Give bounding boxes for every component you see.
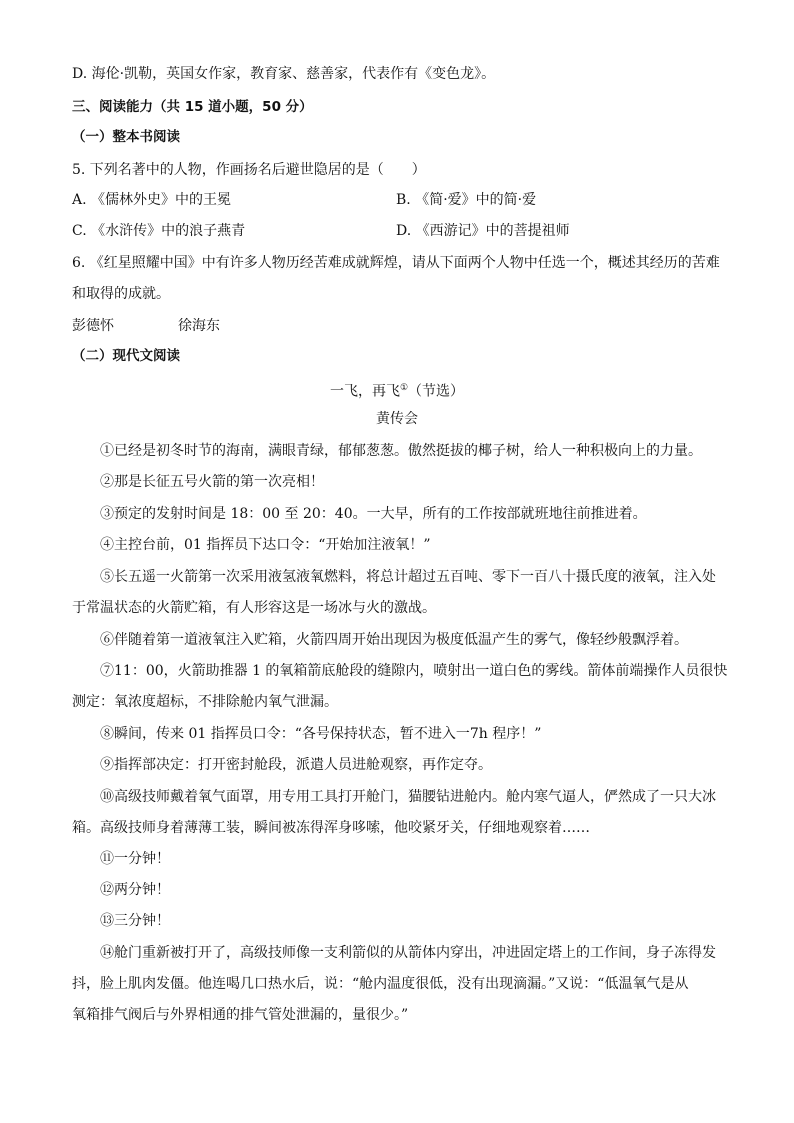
option-d-previous: D. 海伦·凯勒，英国女作家，教育家、慈善家，代表作有《变色龙》。 [72,66,496,82]
paragraph-4: ④主控台前，01 指挥员下达口令：“开始加注液氧！” [100,537,431,553]
question-5-stem: 5. 下列名著中的人物，作画扬名后避世隐居的是（ ） [72,162,426,178]
paragraph-6: ⑥伴随着第一道液氧注入贮箱，火箭四周开始出现因为极度低温产生的雾气，像轻纱般飘浮着。 [100,632,688,648]
section-title: 三、阅读能力（共 15 道小题，50 分） [72,99,313,115]
question-5-option-d: D. 《西游记》中的菩提祖师 [396,223,570,239]
article-author: 黄传会 [376,411,418,427]
paragraph-3: ③预定的发射时间是 18：00 至 20：40。一大早，所有的工作按部就班地往前推进着。 [100,506,647,522]
paragraph-10-line-2: 箱。高级技师身着薄薄工装，瞬间被冻得浑身哆嗦，他咬紧牙关，仔细地观察着…… [72,820,590,836]
paragraph-5-line-2: 于常温状态的火箭贮箱，有人形容这是一场冰与火的激战。 [72,600,436,616]
article-title-text: 一飞，再飞 [329,383,400,400]
paragraph-1: ①已经是初冬时节的海南，满眼青绿，郁郁葱葱。傲然挺拔的椰子树，给人一种积极向上的力量。 [100,443,702,459]
part1-title: （一）整本书阅读 [72,129,180,145]
question-6-person-2: 徐海东 [178,318,220,334]
article-title-suffix: （节选） [408,383,465,400]
paragraph-13: ⑬三分钟！ [100,913,170,929]
question-6-line-1: 6. 《红星照耀中国》中有许多人物历经苦难成就辉煌，请从下面两个人物中任选一个，概述其经历的苦难 [72,255,720,271]
paragraph-7-line-2: 测定：氧浓度超标，不排除舱内氧气泄漏。 [72,694,338,710]
article-title [0,378,794,402]
question-6-person-1: 彭德怀 [72,318,114,334]
paragraph-14-line-1: ⑭舱门重新被打开了，高级技师像一支利箭似的从箭体内穿出，冲进固定塔上的工作间，身子冻得发 [100,945,716,961]
paragraph-2: ②那是长征五号火箭的第一次亮相！ [100,474,324,490]
question-5-option-c: C. 《水浒传》中的浪子燕青 [72,223,246,239]
paragraph-10-line-1: ⑩高级技师戴着氧气面罩，用专用工具打开舱门，猫腰钻进舱内。舱内寒气逼人，俨然成了一只大冰 [100,789,716,805]
question-5-option-a: A. 《儒林外史》中的王冕 [72,192,232,208]
paragraph-9: ⑨指挥部决定：打开密封舱段，派遣人员进舱观察，再作定夺。 [100,757,492,773]
question-5-option-b: B. 《简·爱》中的简·爱 [396,192,537,208]
paragraph-14-line-2: 抖，脸上肌肉发僵。他连喝几口热水后，说：“舱内温度很低，没有出现滴漏。”又说：“低温氧气是从 [72,976,689,992]
paragraph-5-line-1: ⑤长五遥一火箭第一次采用液氢液氧燃料，将总计超过五百吨、零下一百八十摄氏度的液氧，注入处 [100,569,716,585]
article-footnote-mark: ① [399,383,409,393]
paragraph-7-line-1: ⑦11：00，火箭助推器 1 的氧箱箭底舱段的缝隙内，喷射出一道白色的雾线。箭体前端操作人员很快 [100,663,728,679]
paragraph-8: ⑧瞬间，传来 01 指挥员口令：“各号保持状态，暂不进入一7h 程序！” [100,726,542,742]
question-6-line-2: 和取得的成就。 [72,286,170,302]
paragraph-11: ⑪一分钟！ [100,851,170,867]
part2-title: （二）现代文阅读 [72,348,180,364]
paragraph-12: ⑫两分钟！ [100,882,170,898]
paragraph-14-line-3: 氧箱排气阀后与外界相通的排气管处泄漏的，量很少。” [72,1007,409,1023]
